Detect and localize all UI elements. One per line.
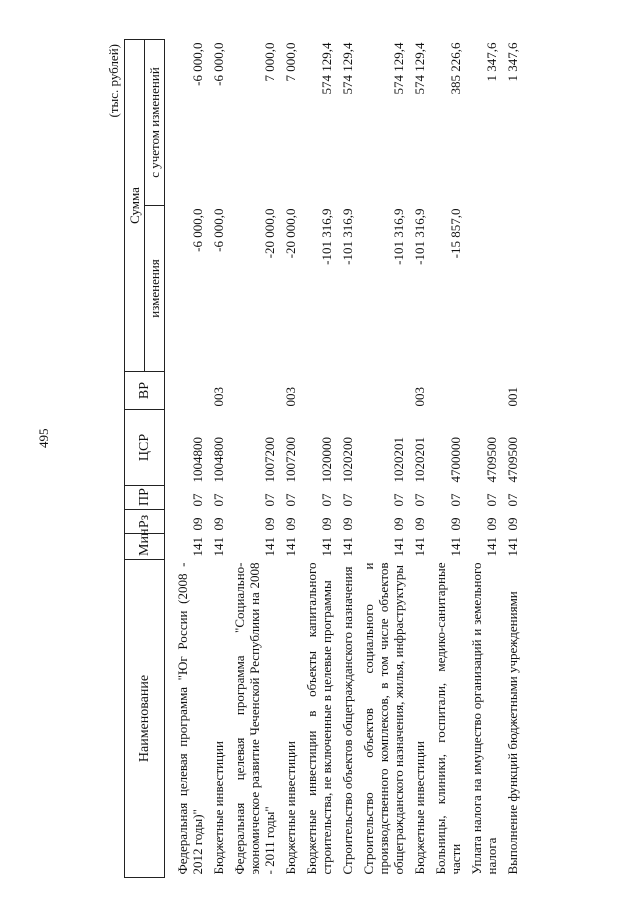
row-change (502, 206, 523, 372)
row-rz: 09 (412, 517, 427, 531)
row-rz: 09 (391, 517, 406, 531)
row-csr: 1020000 (319, 437, 334, 483)
table-row (409, 40, 430, 878)
row-change: -101 316,9 (412, 208, 427, 265)
row-pr: 07 (412, 493, 427, 507)
table-body (165, 40, 524, 878)
row-min: 141 (448, 537, 463, 557)
rotated-table-area (102, 38, 602, 878)
table-header (125, 40, 165, 878)
row-vr: 003 (211, 387, 226, 407)
row-csr: 1020200 (340, 437, 355, 483)
row-pr: 07 (448, 493, 463, 507)
row-min: 141 (319, 537, 334, 557)
row-pr: 07 (283, 493, 298, 507)
row-min: 141 (340, 537, 355, 557)
header-pr: ПР (125, 486, 165, 510)
row-rz: 09 (484, 517, 499, 531)
row-vr: 003 (283, 387, 298, 407)
row-pr: 07 (505, 493, 520, 507)
row-vr (466, 372, 502, 410)
header-change: изменения (145, 206, 165, 372)
row-vr (165, 372, 209, 410)
table-row (165, 40, 209, 878)
row-change: -101 316,9 (319, 208, 334, 265)
row-min: 141 (505, 537, 520, 557)
row-name: Больницы, клиники, госпитали, медико-санитарные части (433, 562, 463, 875)
row-change: -6 000,0 (190, 208, 205, 252)
header-with-changes: с учетом изменений (145, 40, 165, 206)
row-rz: 09 (319, 517, 334, 531)
row-min: 141 (283, 537, 298, 557)
row-total: 1 347,6 (484, 42, 499, 82)
row-name: Строительство объектов общегражданского назначения (340, 566, 355, 875)
row-name: Уплата налога на имущество организаций и земельного налога (469, 562, 499, 875)
row-pr: 07 (484, 493, 499, 507)
row-total: 574 129,4 (412, 42, 427, 95)
row-total: 574 129,4 (319, 42, 334, 95)
row-change: -101 316,9 (340, 208, 355, 265)
row-rz: 09 (211, 517, 226, 531)
row-name: Бюджетные инвестиции (283, 741, 298, 875)
row-pr: 07 (319, 493, 334, 507)
row-name: Бюджетные инвестиции в объекты капитального строительства, не включенные в целевые программы (304, 562, 334, 875)
table-row (466, 40, 502, 878)
table-row (208, 40, 229, 878)
row-vr (430, 372, 466, 410)
row-csr: 4700000 (448, 437, 463, 483)
table-row (301, 40, 337, 878)
row-total: 7 000,0 (262, 42, 277, 82)
page-number: 495 (36, 428, 51, 448)
row-change: -15 857,0 (448, 208, 463, 259)
row-name: Федеральная целевая программа "Юг России (2008 - 2012 годы)" (175, 562, 205, 875)
header-sum: Сумма (125, 40, 145, 372)
row-min: 141 (262, 537, 277, 557)
header-rz: Рз (125, 510, 165, 534)
row-vr: 001 (505, 387, 520, 407)
row-pr: 07 (211, 493, 226, 507)
row-pr: 07 (262, 493, 277, 507)
table-row (280, 40, 301, 878)
row-csr: 1020201 (391, 437, 406, 483)
row-pr: 07 (340, 493, 355, 507)
row-min: 141 (412, 537, 427, 557)
row-name: Выполнение функций бюджетными учреждениями (505, 591, 520, 875)
row-total: -6 000,0 (211, 42, 226, 86)
row-change: -20 000,0 (262, 208, 277, 259)
table-row (229, 40, 280, 878)
row-pr: 07 (190, 493, 205, 507)
row-change: -20 000,0 (283, 208, 298, 259)
row-min: 141 (391, 537, 406, 557)
row-name: Строительство объектов социального и производственного комплексов, в том числе объектов общегражданского назначения, жилья, инфраструктуры (361, 562, 406, 875)
table-row (358, 40, 409, 878)
row-change: -6 000,0 (211, 208, 226, 252)
row-csr: 1004800 (211, 437, 226, 483)
budget-table (124, 39, 523, 878)
row-vr (358, 372, 409, 410)
row-rz: 09 (283, 517, 298, 531)
row-change: -101 316,9 (391, 208, 406, 265)
table-row (502, 40, 523, 878)
row-csr: 1004800 (190, 437, 205, 483)
row-csr: 1020201 (412, 437, 427, 483)
row-name: Федеральная целевая программа "Социально-экономическое развитие Чеченской Республики на 2008 - 2011 годы" (232, 562, 277, 875)
units-label: (тыс. рублей) (106, 44, 121, 118)
row-total: 574 129,4 (391, 42, 406, 95)
row-total: 1 347,6 (505, 42, 520, 82)
row-rz: 09 (340, 517, 355, 531)
header-csr: ЦСР (125, 410, 165, 486)
header-vr: ВР (125, 372, 165, 410)
row-rz: 09 (448, 517, 463, 531)
row-total: -6 000,0 (190, 42, 205, 86)
table-row (337, 40, 358, 878)
row-min: 141 (484, 537, 499, 557)
row-min: 141 (190, 537, 205, 557)
row-csr: 4709500 (505, 437, 520, 483)
row-csr: 4709500 (484, 437, 499, 483)
row-csr: 1007200 (283, 437, 298, 483)
row-vr (337, 372, 358, 410)
row-vr: 003 (412, 387, 427, 407)
row-rz: 09 (505, 517, 520, 531)
header-name: Наименование (125, 560, 165, 878)
row-csr: 1007200 (262, 437, 277, 483)
header-min: Мин (125, 534, 165, 560)
table-row (430, 40, 466, 878)
row-pr: 07 (391, 493, 406, 507)
row-total: 7 000,0 (283, 42, 298, 82)
row-name: Бюджетные инвестиции (412, 741, 427, 875)
row-total: 385 226,6 (448, 42, 463, 95)
row-min: 141 (211, 537, 226, 557)
row-vr (301, 372, 337, 410)
row-total: 574 129,4 (340, 42, 355, 95)
row-change (466, 206, 502, 372)
row-name: Бюджетные инвестиции (211, 741, 226, 875)
row-vr (229, 372, 280, 410)
row-rz: 09 (190, 517, 205, 531)
row-rz: 09 (262, 517, 277, 531)
